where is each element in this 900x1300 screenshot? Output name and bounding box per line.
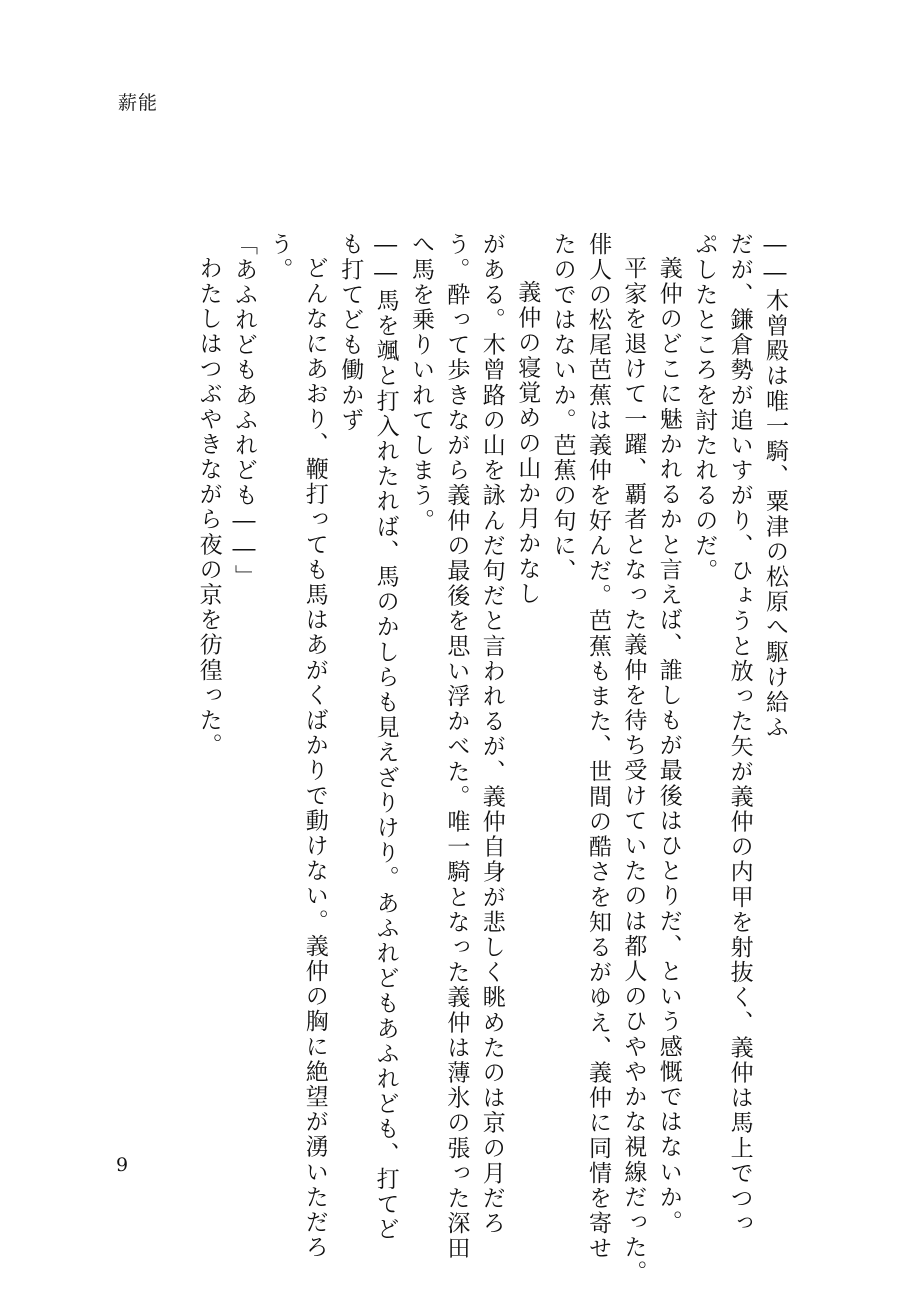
text-line: どんなにあおり、鞭打っても馬はあがくばかりで動けない。義仲の胸に絶望が湧いただろ <box>301 256 328 1260</box>
text-line: ――木曾殿は唯一騎、粟津の松原へ駆け給ふ <box>762 232 788 740</box>
text-line: も打てども働かず <box>337 232 364 433</box>
text-line: がある。木曾路の山を詠んだ句だと言われるが、義仲自身が悲しく眺めたのは京の月だろ <box>478 232 505 1236</box>
vertical-text-block <box>100 232 790 1286</box>
text-line: へ馬を乗りいれてしまう。 <box>408 232 434 534</box>
text-line: わたしはつぶやきながら夜の京を彷徨った。 <box>195 256 222 758</box>
text-line: ぷしたところを討たれるのだ。 <box>691 232 718 584</box>
text-line: う。 <box>266 232 293 283</box>
text-line: だが、鎌倉勢が追いすがり、ひょうと放った矢が義仲の内甲を射抜く、義仲は馬上でつっ <box>726 232 753 1236</box>
text-line: 平家を退けて一躍、覇者となった義仲を待ち受けていたのは都人のひややかな視線だった。 <box>620 256 647 1286</box>
page-number: 9 <box>116 1154 129 1176</box>
text-line: ――馬を颯と打入れたれば、馬のかしらも見えざりけり。あふれどもあふれども、打てど <box>372 232 399 1242</box>
text-line: 俳人の松尾芭蕉は義仲を好んだ。芭蕉もまた、世間の酷さを知るがゆえ、義仲に同情を寄せ <box>585 232 611 1262</box>
text-line: 「あふれどもあふれども――」 <box>231 232 257 590</box>
text-line: たのではないか。芭蕉の句に、 <box>549 232 576 584</box>
text-line: 義仲の寝覚めの山か月かなし <box>514 280 541 607</box>
running-head-title: 薪能 <box>118 92 159 114</box>
text-line: 義仲のどこに魅かれるかと言えば、誰しもが最後はひとりだ、という感慨ではないか。 <box>655 256 682 1235</box>
text-line: う。酔って歩きながら義仲の最後を思い浮かべた。唯一騎となった義仲は薄氷の張った深田 <box>443 232 470 1262</box>
